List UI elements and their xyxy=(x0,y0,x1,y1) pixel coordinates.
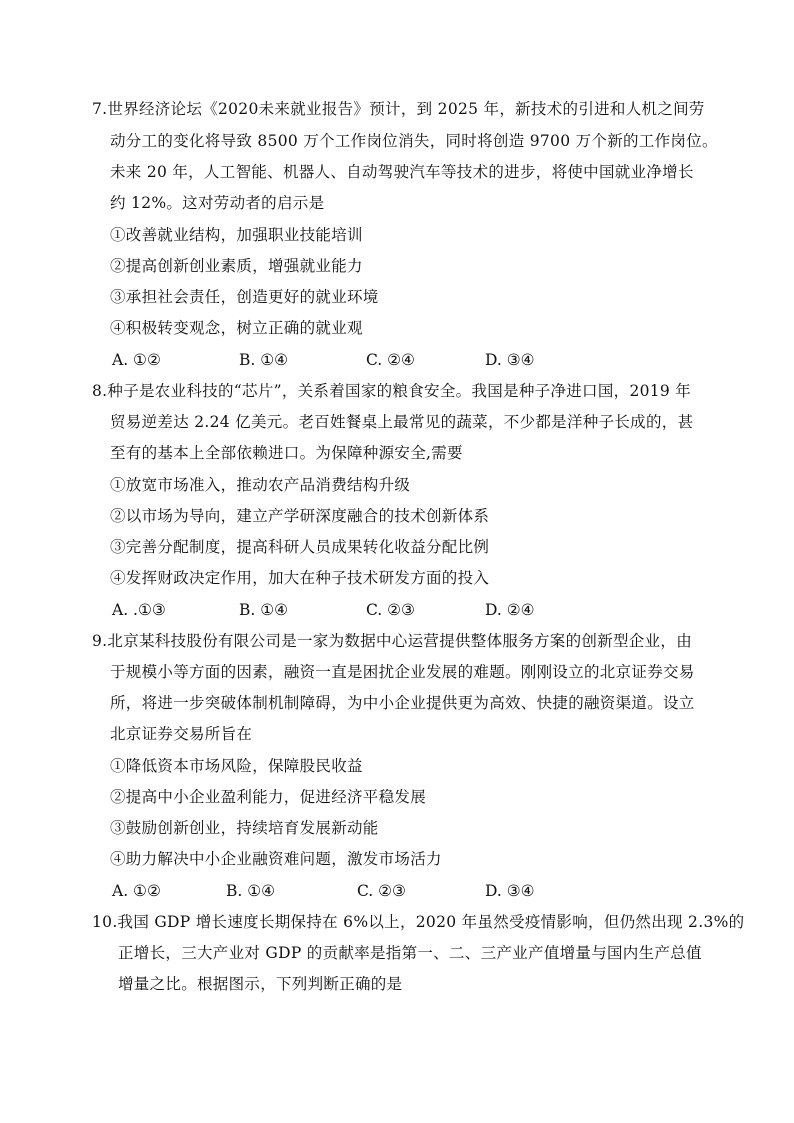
q7-statement-3: ③承担社会责任，创造更好的就业环境 xyxy=(110,288,379,306)
q9-statement-2: ②提高中小企业盈利能力，促进经济平稳发展 xyxy=(110,788,427,806)
q7-line-1: 7.世界经济论坛《2020未来就业报告》预计，到 2025 年，新技术的引进和人机之间劳 xyxy=(92,100,705,118)
q7-statement-4: ④积极转变观念，树立正确的就业观 xyxy=(110,319,363,337)
q8-statement-2: ②以市场为导向，建立产学研深度融合的技术创新体系 xyxy=(110,507,490,525)
q7-option-d: D. ③④ xyxy=(485,351,535,369)
q9-option-a: A. ①② xyxy=(112,882,161,900)
q9-statement-3: ③鼓励创新创业，持续培育发展新动能 xyxy=(110,819,379,837)
q9-line-3: 所，将进一步突破体制机制障碍，为中小企业提供更为高效、快捷的融资渠道。设立 xyxy=(110,694,695,712)
q10-line-1: 10.我国 GDP 增长速度长期保持在 6%以上，2020 年虽然受疫情影响，但仍然出现 2.3%的 xyxy=(92,913,745,931)
q8-option-d: D. ②④ xyxy=(485,601,535,619)
q7-option-b: B. ①④ xyxy=(239,351,289,369)
q9-line-1: 9.北京某科技股份有限公司是一家为数据中心运营提供整体服务方案的创新型企业，由 xyxy=(92,632,692,650)
q9-option-d: D. ③④ xyxy=(485,882,535,900)
q10-line-2: 正增长，三大产业对 GDP 的贡献率是指第一、二、三产业产值增量与国内生产总值 xyxy=(118,944,702,962)
q7-option-c: C. ②④ xyxy=(366,351,415,369)
q8-statement-3: ③完善分配制度，提高科研人员成果转化收益分配比例 xyxy=(110,538,490,556)
q7-option-a: A. ①② xyxy=(112,351,161,369)
q7-line-3: 未来 20 年，人工智能、机器人、自动驾驶汽车等技术的进步，将使中国就业净增长 xyxy=(110,163,694,181)
q9-line-4: 北京证券交易所旨在 xyxy=(110,725,253,743)
q8-option-b: B. ①④ xyxy=(239,601,289,619)
q8-option-a: A. .①③ xyxy=(112,601,166,619)
q9-statement-1: ①降低资本市场风险，保障股民收益 xyxy=(110,757,363,775)
q7-line-4: 约 12%。这对劳动者的启示是 xyxy=(110,194,325,212)
q9-line-2: 于规模小等方面的因素，融资一直是困扰企业发展的难题。刚刚设立的北京证券交易 xyxy=(110,663,695,681)
q8-option-c: C. ②③ xyxy=(366,601,415,619)
q9-option-c: C. ②③ xyxy=(357,882,406,900)
q7-statement-1: ①改善就业结构，加强职业技能培训 xyxy=(110,226,363,244)
q8-statement-4: ④发挥财政决定作用，加大在种子技术研发方面的投入 xyxy=(110,569,490,587)
q7-statement-2: ②提高创新创业素质，增强就业能力 xyxy=(110,257,363,275)
q9-option-b: B. ①④ xyxy=(226,882,276,900)
q7-line-2: 动分工的变化将导致 8500 万个工作岗位消失，同时将创造 9700 万个新的工作岗位。 xyxy=(110,132,718,150)
q8-line-1: 8.种子是农业科技的“芯片”，关系着国家的粮食安全。我国是种子净进口国，2019 年 xyxy=(92,382,692,400)
q9-statement-4: ④助力解决中小企业融资难问题，激发市场活力 xyxy=(110,850,442,868)
q8-line-3: 至有的基本上全部依赖进口。为保障种源安全,需要 xyxy=(110,444,463,462)
q8-statement-1: ①放宽市场准入，推动农产品消费结构升级 xyxy=(110,476,411,494)
q8-line-2: 贸易逆差达 2.24 亿美元。老百姓餐桌上最常见的蔬菜，不少都是洋种子长成的，甚 xyxy=(110,413,694,431)
q10-line-3: 增量之比。根据图示，下列判断正确的是 xyxy=(118,975,403,993)
